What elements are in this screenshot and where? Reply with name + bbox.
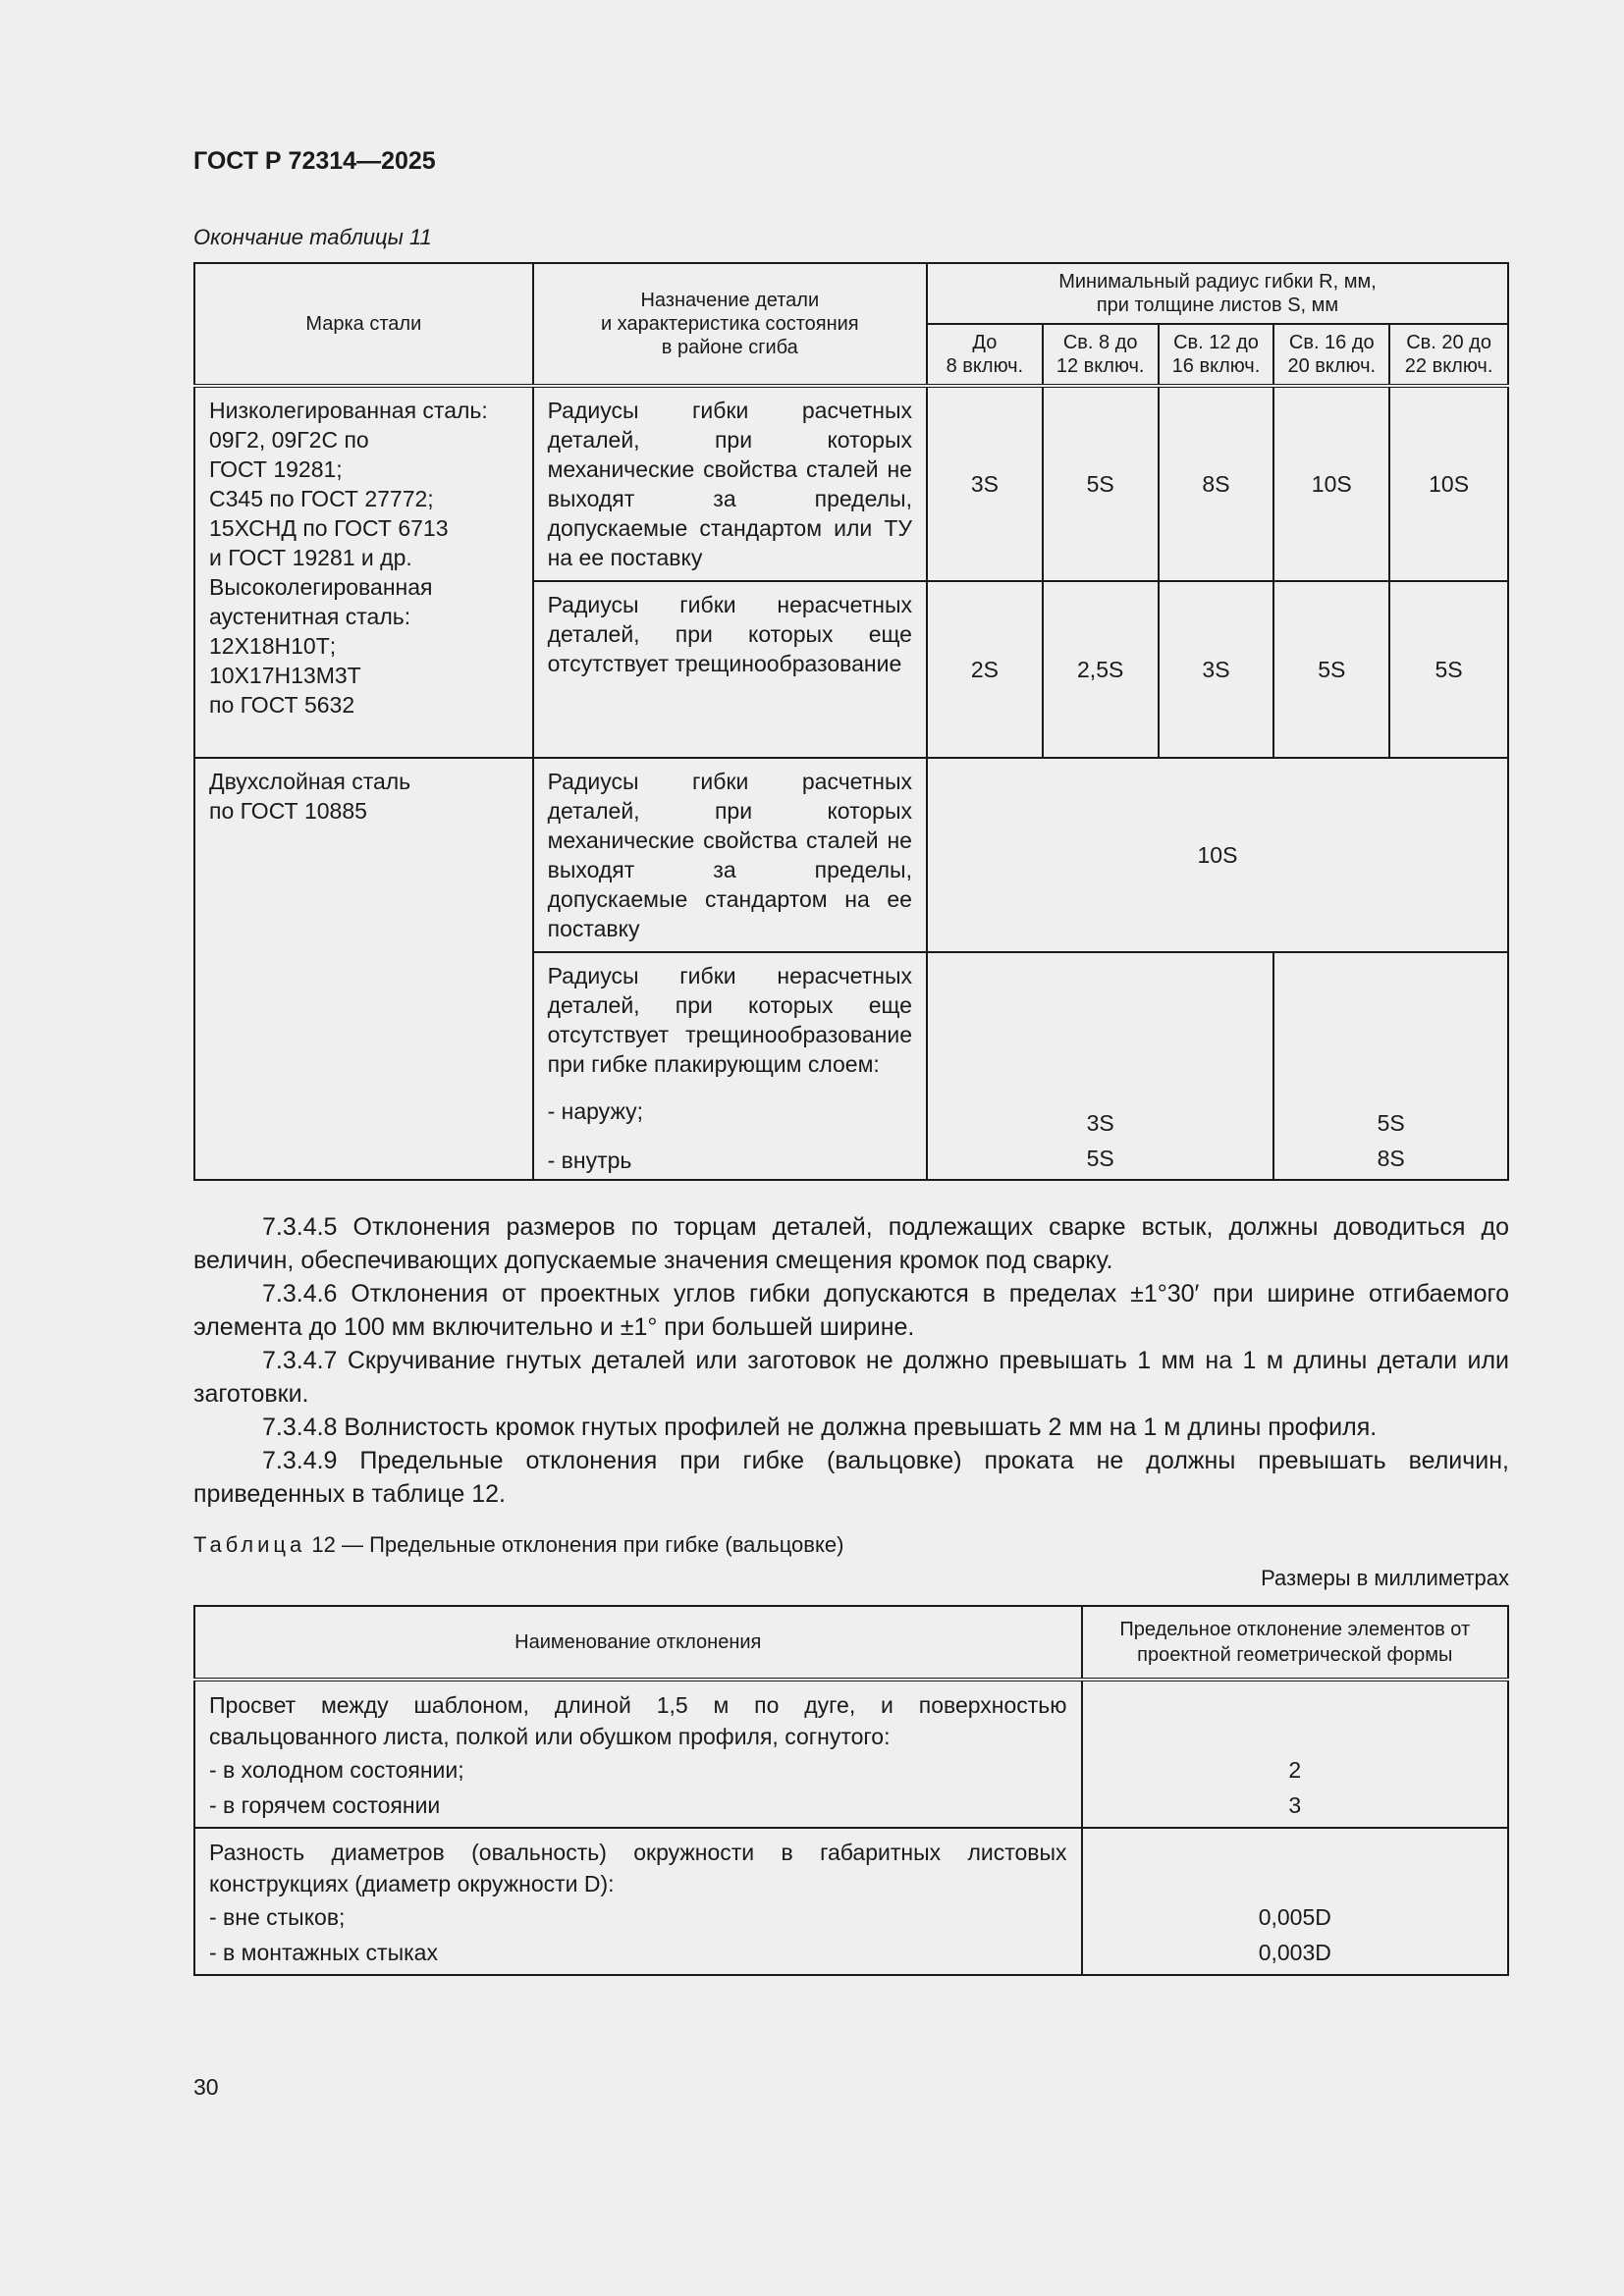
table12-caption-word: Таблица xyxy=(193,1532,306,1557)
deviation-ovality-text: Разность диаметров (овальность) окружности в габаритных листовых конструкциях (диаметр окружности D): xyxy=(209,1840,1067,1896)
table12-caption-title: 12 — Предельные отклонения при гибке (вальцовке) xyxy=(311,1532,844,1557)
deviation-gap-text: Просвет между шаблоном, длиной 1,5 м по дуге, и поверхностью свальцованного листа, полкой или обушком профиля, согнутого: xyxy=(209,1692,1067,1749)
table12-caption xyxy=(193,1532,1509,1558)
table12-units: Размеры в миллиметрах xyxy=(1261,1566,1509,1590)
radius-value: 5S xyxy=(1273,581,1389,758)
header-min-bend-radius: Минимальный радиус гибки R, мм, при толщине листов S, мм xyxy=(927,263,1508,324)
header-steel-grade: Марка стали xyxy=(194,263,533,386)
deviation-gap-values xyxy=(1082,1680,1508,1828)
paragraph-7-3-4-8: 7.3.4.8 Волнистость кромок гнутых профилей не должна превышать 2 мм на 1 м длины профиля. xyxy=(262,1414,1378,1441)
header-thickness-2: Св. 8 до 12 включ. xyxy=(1043,324,1159,386)
deviation-ovality-row xyxy=(194,1828,1082,1975)
deviation-value: 0,003D xyxy=(1258,1940,1331,1965)
deviation-value: 3 xyxy=(1288,1792,1302,1818)
header-thickness-5: Св. 20 до 22 включ. xyxy=(1389,324,1508,386)
purpose-calculated-bend: Радиусы гибки расчетных деталей, при которых механические свойства сталей не выходят за пределы, допускаемые стандартом или ТУ на ее поставку xyxy=(533,386,927,581)
radius-value: 5S xyxy=(1086,1146,1114,1171)
radius-value: 8S xyxy=(1159,386,1274,581)
deviation-ovality-joint-label: - в монтажных стыках xyxy=(209,1940,438,1965)
radius-value: 2S xyxy=(927,581,1043,758)
paragraph-7-3-4-5: 7.3.4.5 Отклонения размеров по торцам деталей, подлежащих сварке встык, должны доводиться до величин, обеспечивающих допускаемые значения смещения кромок под сварку. xyxy=(193,1213,1509,1274)
header-thickness-3: Св. 12 до 16 включ. xyxy=(1159,324,1274,386)
steel-group-two-layer: Двухслойная сталь по ГОСТ 10885 xyxy=(194,758,533,1180)
header-thickness-1: До 8 включ. xyxy=(927,324,1043,386)
deviation-value: 0,005D xyxy=(1258,1904,1331,1930)
radius-value: 5S xyxy=(1377,1110,1405,1136)
table-12 xyxy=(193,1605,1509,1976)
radius-value: 10S xyxy=(1389,386,1508,581)
deviation-gap-hot-label: - в горячем состоянии xyxy=(209,1792,441,1818)
cladding-values-thin xyxy=(927,952,1273,1180)
page-number: 30 xyxy=(193,2074,219,2100)
radius-value: 3S xyxy=(927,386,1043,581)
radius-value: 3S xyxy=(1086,1110,1114,1136)
radius-value: 5S xyxy=(1043,386,1159,581)
radius-value-merged: 10S xyxy=(927,758,1508,952)
header-deviation-name: Наименование отклонения xyxy=(194,1606,1082,1680)
purpose-cladding-text: Радиусы гибки нерасчетных деталей, при которых еще отсутствует трещинообразование при гибке плакирующим слоем: xyxy=(547,963,912,1077)
paragraph-7-3-4-7: 7.3.4.7 Скручивание гнутых деталей или заготовок не должно превышать 1 мм на 1 м длины детали или заготовки. xyxy=(193,1347,1509,1408)
radius-value: 5S xyxy=(1389,581,1508,758)
body-text xyxy=(193,1210,1509,1511)
standard-designation: ГОСТ Р 72314—2025 xyxy=(193,147,436,175)
header-part-purpose: Назначение детали и характеристика состояния в районе сгиба xyxy=(533,263,927,386)
radius-value: 3S xyxy=(1159,581,1274,758)
paragraph-7-3-4-9: 7.3.4.9 Предельные отклонения при гибке (вальцовке) проката не должны превышать величин, приведенных в таблице 12. xyxy=(193,1447,1509,1508)
header-deviation-limit: Предельное отклонение элементов от проектной геометрической формы xyxy=(1082,1606,1508,1680)
paragraph-7-3-4-6: 7.3.4.6 Отклонения от проектных углов гибки допускаются в пределах ±1°30′ при ширине отгибаемого элемента до 100 мм включительно и ±1° при большей ширине. xyxy=(193,1280,1509,1341)
table11-caption: Окончание таблицы 11 xyxy=(193,225,432,249)
purpose-cladding-bend xyxy=(533,952,927,1180)
purpose-noncalculated-bend: Радиусы гибки нерасчетных деталей, при которых еще отсутствует трещинообразование xyxy=(533,581,927,758)
steel-group-low-alloy: Низколегированная сталь: 09Г2, 09Г2С по ГОСТ 19281; С345 по ГОСТ 27772; 15ХСНД по ГОСТ 6713 и ГОСТ 19281 и др. Высоколегированная аустенитная сталь: 12Х18Н10Т; 10Х17Н13М3Т по ГОСТ 5632 xyxy=(194,386,533,758)
deviation-ovality-values xyxy=(1082,1828,1508,1975)
radius-value: 8S xyxy=(1377,1146,1405,1171)
document-page xyxy=(193,147,1509,1976)
table-11 xyxy=(193,262,1509,1181)
deviation-ovality-outside-label: - вне стыков; xyxy=(209,1904,346,1930)
deviation-value: 2 xyxy=(1288,1757,1302,1783)
purpose-calculated-bend-two-layer: Радиусы гибки расчетных деталей, при которых механические свойства сталей не выходят за пределы, допускаемые стандартом на ее поставку xyxy=(533,758,927,952)
cladding-out-label: - наружу; xyxy=(547,1098,643,1124)
header-thickness-4: Св. 16 до 20 включ. xyxy=(1273,324,1389,386)
radius-value: 2,5S xyxy=(1043,581,1159,758)
radius-value: 10S xyxy=(1273,386,1389,581)
cladding-in-label: - внутрь xyxy=(547,1148,632,1173)
deviation-gap-row xyxy=(194,1680,1082,1828)
cladding-values-thick xyxy=(1273,952,1508,1180)
deviation-gap-cold-label: - в холодном состоянии; xyxy=(209,1757,464,1783)
